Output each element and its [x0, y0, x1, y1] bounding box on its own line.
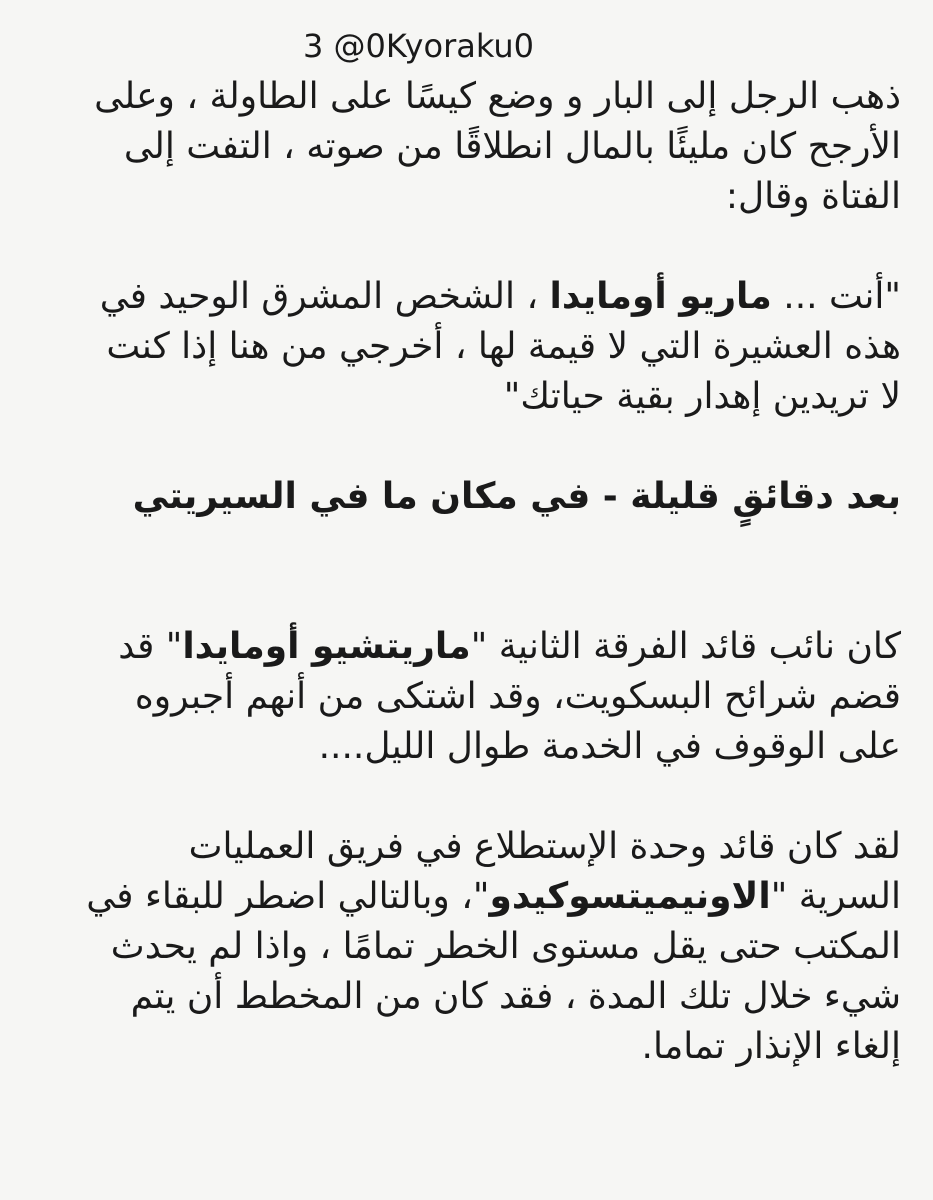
- text-segment: "أنت ...: [771, 276, 901, 317]
- author-handle: 3 @0Kyoraku0: [303, 27, 535, 65]
- paragraph-3: [60, 622, 901, 772]
- text-line: [60, 622, 901, 672]
- paragraph-2: [60, 272, 901, 422]
- text-segment: ، الشخص المشرق الوحيد في: [99, 276, 550, 317]
- paragraph-4: [60, 822, 901, 1072]
- text-segment: "، وبالتالي اضطر للبقاء في: [86, 876, 490, 917]
- text-line: إلغاء الإنذار تماما.: [641, 1026, 901, 1067]
- text-segment: كان نائب قائد الفرقة الثانية ": [470, 626, 901, 667]
- text-line: ذهب الرجل إلى البار و وضع كيسًا على الطاولة ، وعلى: [94, 76, 901, 117]
- story-text: [60, 72, 901, 1072]
- text-line: الأرجح كان مليئًا بالمال انطلاقًا من صوته ، التفت إلى: [123, 126, 901, 167]
- text-line: [60, 872, 901, 922]
- paragraph-gap: [60, 422, 901, 472]
- paragraph-gap: [60, 772, 901, 822]
- text-line: لا تريدين إهدار بقية حياتك": [503, 376, 901, 417]
- text-line: لقد كان قائد وحدة الإستطلاع في فريق العمليات: [188, 826, 901, 867]
- paragraph-gap: [60, 522, 901, 622]
- scene-heading: [60, 472, 901, 522]
- paragraph-gap: [60, 222, 901, 272]
- character-name: ماريتشيو أومايدا: [182, 626, 471, 667]
- text-line: قضم شرائح البسكويت، وقد اشتكى من أنهم أجبروه: [134, 676, 901, 717]
- unit-name: الاونيميتسوكيدو: [489, 876, 771, 917]
- text-line: المكتب حتى يقل مستوى الخطر تمامًا ، واذا لم يحدث: [110, 926, 901, 967]
- scene-heading-text: بعد دقائقٍ قليلة - في مكان ما في السيريتي: [132, 476, 901, 517]
- text-line: [60, 272, 901, 322]
- text-line: هذه العشيرة التي لا قيمة لها ، أخرجي من هنا إذا كنت: [106, 326, 901, 367]
- text-segment: " قد: [118, 626, 183, 667]
- text-line: على الوقوف في الخدمة طوال الليل....: [318, 726, 901, 767]
- character-name: ماريو أومايدا: [549, 276, 772, 317]
- text-line: شيء خلال تلك المدة ، فقد كان من المخطط أن يتم: [130, 976, 901, 1017]
- paragraph-1: [60, 72, 901, 222]
- text-segment: السرية ": [770, 876, 901, 917]
- text-line: الفتاة وقال:: [725, 176, 901, 217]
